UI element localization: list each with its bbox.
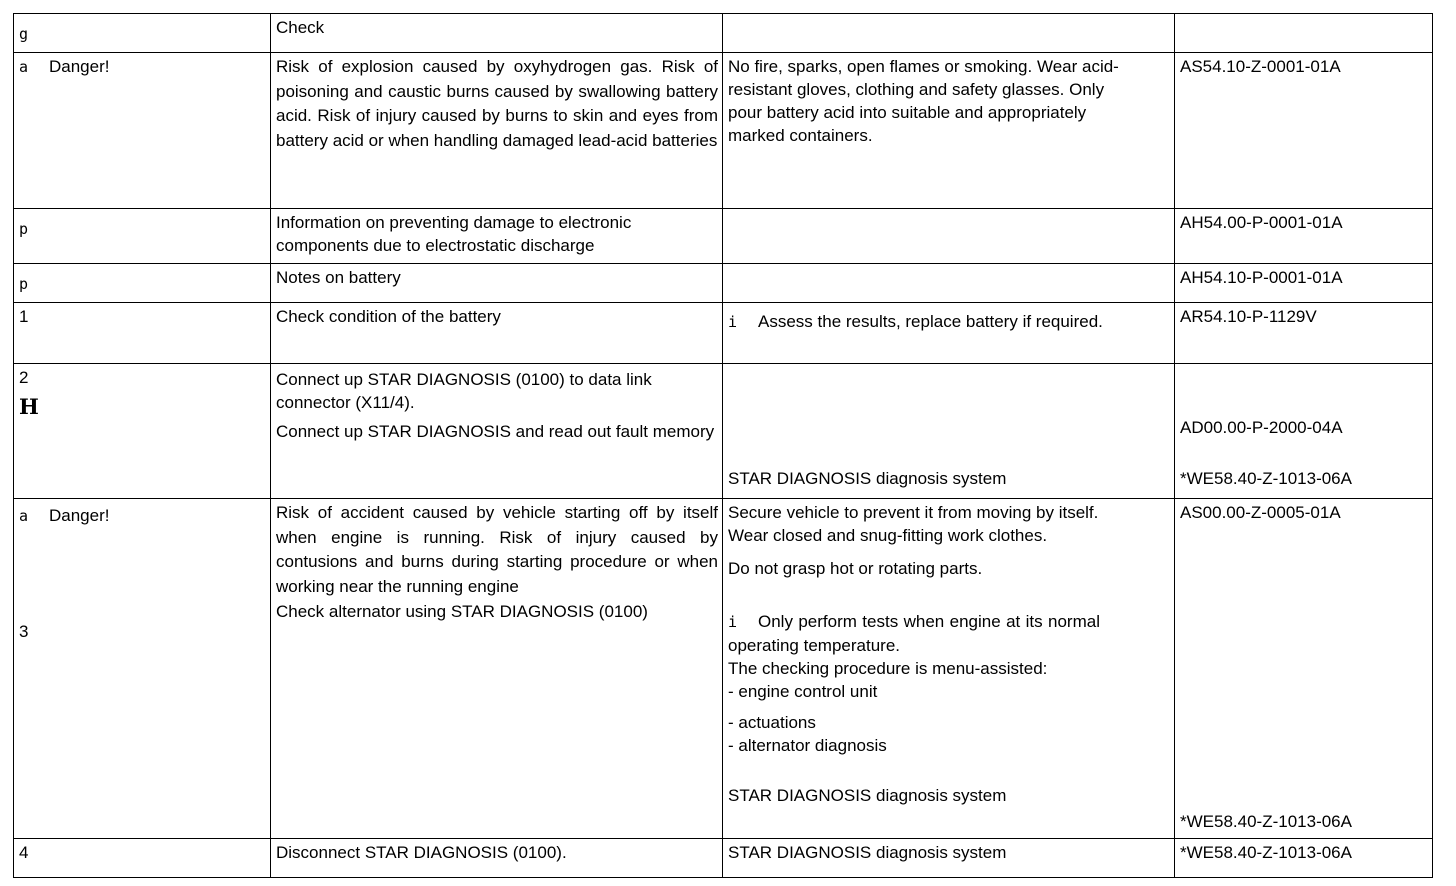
table-row (14, 264, 1433, 303)
danger-label: Danger! (49, 506, 110, 525)
safety-measure: Wear closed and snug-fitting work clothes. (728, 526, 1048, 545)
table-row (14, 209, 1433, 264)
table-row (14, 14, 1433, 53)
general-icon: g (19, 25, 29, 43)
step-number: 1 (19, 307, 29, 326)
document-ref[interactable]: *WE58.40-Z-1013-06A (1180, 843, 1352, 862)
table-row (14, 364, 1433, 499)
hazard-text: Risk of explosion caused by oxyhydrogen gas. Risk of poisoning and caustic burns caused by swallowing battery acid. Risk of injury caused by burns to skin and eyes from battery acid or when handling damaged lead-acid batteries (276, 57, 718, 150)
step-number: 2 (19, 368, 29, 387)
step-text: Notes on battery (276, 268, 401, 287)
safety-measure: Do not grasp hot or rotating parts. (728, 559, 983, 578)
table-row (14, 839, 1433, 878)
document-ref[interactable]: AS54.10-Z-0001-01A (1180, 57, 1341, 76)
system-ref: STAR DIAGNOSIS diagnosis system (728, 843, 1007, 862)
document-ref[interactable]: AS00.00-Z-0005-01A (1180, 503, 1341, 522)
step-text: Check (276, 18, 325, 37)
document-ref[interactable]: AH54.00-P-0001-01A (1180, 213, 1343, 232)
danger-label: Danger! (49, 57, 110, 76)
document-ref[interactable]: AH54.10-P-0001-01A (1180, 268, 1343, 287)
danger-icon: a (19, 58, 29, 76)
document-ref[interactable]: *WE58.40-Z-1013-06A (1180, 469, 1352, 488)
document-ref[interactable]: AR54.10-P-1129V (1180, 307, 1317, 326)
table-row (14, 53, 1433, 209)
step-text: Check alternator using STAR DIAGNOSIS (0100) (276, 602, 648, 621)
note-icon: p (19, 220, 29, 238)
safety-measure: Secure vehicle to prevent it from moving by itself. (728, 503, 1099, 522)
system-ref: STAR DIAGNOSIS diagnosis system (728, 469, 1007, 488)
step-number: 4 (19, 843, 29, 862)
info-icon: i (728, 613, 738, 631)
system-ref: STAR DIAGNOSIS diagnosis system (728, 786, 1007, 805)
hazard-text: Risk of accident caused by vehicle starting off by itself when engine is running. Risk of injury caused by contusions and burns during starting procedure or when working near the running engine (276, 503, 718, 596)
table-row (14, 303, 1433, 364)
procedure-text: The checking procedure is menu-assisted: (728, 659, 1048, 678)
list-item: - actuations (728, 713, 816, 732)
step-text: Check condition of the battery (276, 307, 501, 326)
danger-icon: a (19, 507, 29, 525)
table-row (14, 499, 1433, 839)
step-text: Information on preventing damage to electronic components due to electrostatic discharge (276, 213, 632, 255)
step-text: Connect up STAR DIAGNOSIS (0100) to data link connector (X11/4). (276, 370, 652, 412)
note-icon: p (19, 275, 29, 293)
diagnosis-icon: H (19, 394, 39, 419)
list-item: - alternator diagnosis (728, 736, 887, 755)
step-number: 3 (19, 622, 29, 641)
info-text: Only perform tests when engine at its normal operating temperature. (728, 612, 1100, 655)
safety-measures: No fire, sparks, open flames or smoking. Wear acid-resistant gloves, clothing and safety glasses. Only pour battery acid into suitable and appropriately marked containers. (728, 57, 1119, 145)
document-ref[interactable]: *WE58.40-Z-1013-06A (1180, 812, 1352, 831)
step-text: Connect up STAR DIAGNOSIS and read out fault memory (276, 422, 715, 441)
info-text: Assess the results, replace battery if required. (758, 312, 1103, 331)
list-item: - engine control unit (728, 682, 878, 701)
document-ref[interactable]: AD00.00-P-2000-04A (1180, 418, 1343, 437)
procedure-table (13, 13, 1433, 878)
info-icon: i (728, 313, 738, 331)
step-text: Disconnect STAR DIAGNOSIS (0100). (276, 843, 567, 862)
